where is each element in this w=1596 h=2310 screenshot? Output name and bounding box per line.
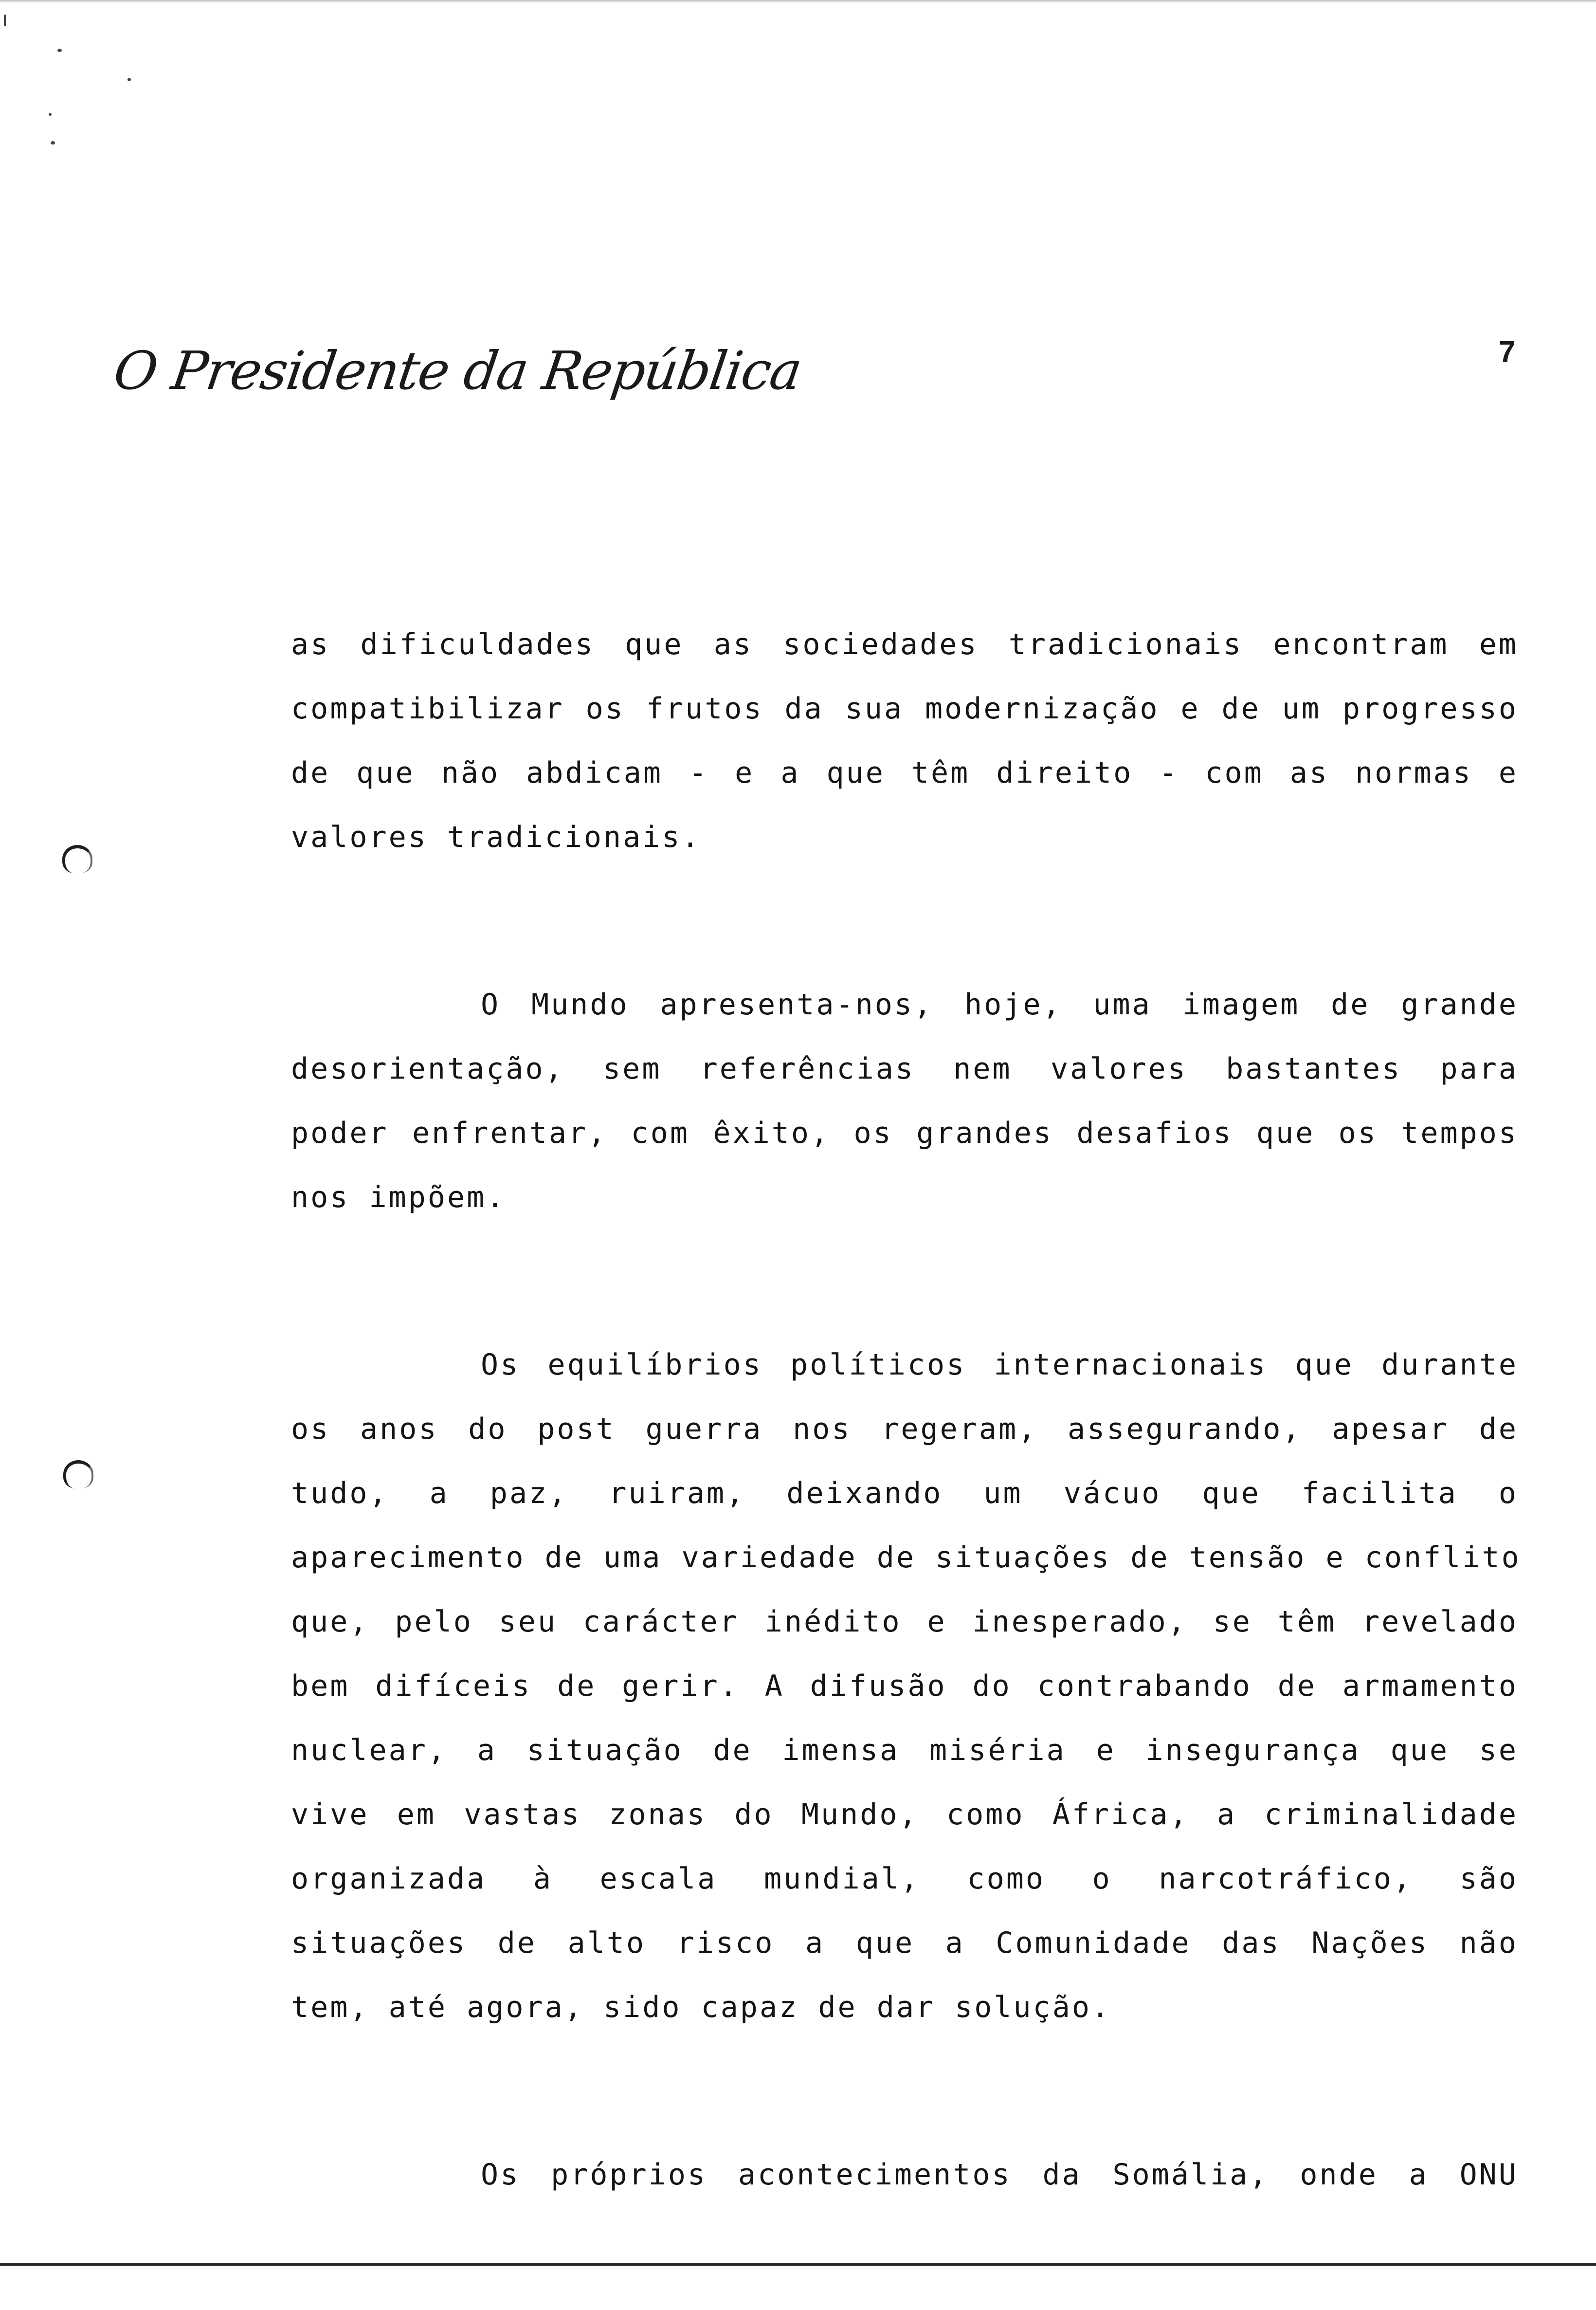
document-body bbox=[291, 612, 1521, 2310]
letterhead-signature: O Presidente da República bbox=[110, 341, 805, 402]
text-line: compatibilizar os frutos da sua modernização e de um progresso bbox=[291, 692, 1518, 726]
text-line: tem, até agora, sido capaz de dar solução. bbox=[291, 1990, 1111, 2024]
text-line: bem difíceis de gerir. A difusão do contrabando de armamento bbox=[291, 1669, 1518, 1703]
text-line: os anos do post guerra nos regeram, assegurando, apesar de bbox=[291, 1412, 1518, 1446]
text-line: tudo, a paz, ruiram, deixando um vácuo que facilita o bbox=[291, 1476, 1518, 1510]
text-line: valores tradicionais. bbox=[291, 820, 701, 854]
paragraph bbox=[291, 2143, 1518, 2207]
punch-hole-mark bbox=[63, 1460, 93, 1488]
paragraph bbox=[291, 1333, 1521, 2039]
text-line: as dificuldades que as sociedades tradicionais encontram em bbox=[291, 627, 1518, 661]
text-line: de que não abdicam - e a que têm direito - com as normas e bbox=[291, 756, 1518, 790]
text-line: aparecimento de uma variedade de situações de tensão e conflito bbox=[291, 1540, 1521, 1575]
page-number: 7 bbox=[1499, 335, 1516, 369]
page-top-edge bbox=[0, 0, 1596, 3]
text-line: vive em vastas zonas do Mundo, como África, a criminalidade bbox=[291, 1797, 1518, 1832]
paragraph bbox=[291, 972, 1518, 1229]
scan-speck bbox=[49, 113, 52, 116]
text-line: nos impõem. bbox=[291, 1180, 506, 1214]
scan-speck bbox=[57, 49, 62, 52]
text-line: organizada à escala mundial, como o narcotráfico, são bbox=[291, 1862, 1518, 1896]
page-bottom-rule bbox=[0, 2263, 1596, 2266]
text-line: desorientação, sem referências nem valores bastantes para bbox=[291, 1052, 1518, 1086]
text-line: Os equilíbrios políticos internacionais que durante bbox=[481, 1348, 1518, 1382]
scan-speck bbox=[4, 15, 6, 26]
scan-speck bbox=[51, 141, 55, 145]
text-line: Os próprios acontecimentos da Somália, onde a ONU bbox=[481, 2158, 1518, 2192]
punch-hole-mark bbox=[62, 845, 92, 873]
text-line: poder enfrentar, com êxito, os grandes desafios que os tempos bbox=[291, 1116, 1518, 1150]
text-line: que, pelo seu carácter inédito e inesperado, se têm revelado bbox=[291, 1605, 1518, 1639]
text-line: nuclear, a situação de imensa miséria e insegurança que se bbox=[291, 1733, 1518, 1767]
paragraph bbox=[291, 612, 1518, 869]
text-line: situações de alto risco a que a Comunidade das Nações não bbox=[291, 1926, 1518, 1960]
text-line: O Mundo apresenta-nos, hoje, uma imagem de grande bbox=[481, 988, 1518, 1022]
scan-speck bbox=[127, 78, 131, 81]
